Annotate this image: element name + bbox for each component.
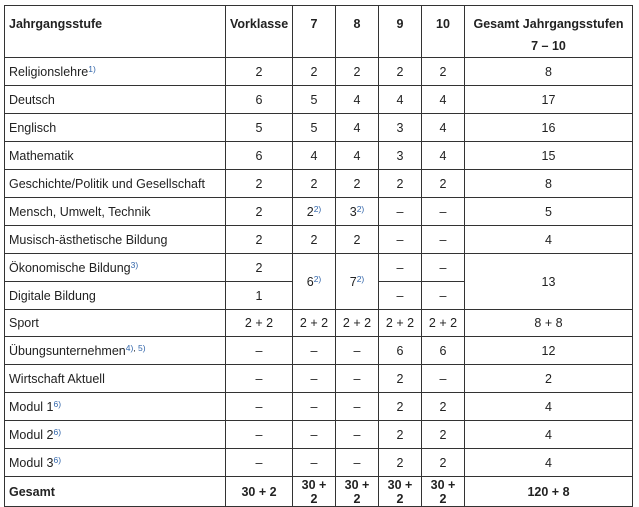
total-value-cell: 30 + 2 <box>226 477 293 507</box>
table-row <box>5 198 633 226</box>
value-cell: 2 <box>422 449 465 477</box>
value-cell: 2 <box>293 226 336 254</box>
value-cell: 2 <box>422 58 465 86</box>
value-cell: – <box>226 449 293 477</box>
footnote-link[interactable]: 2) <box>356 203 365 214</box>
value-cell: 4 <box>336 114 379 142</box>
subject-cell: Digitale Bildung <box>5 282 226 310</box>
table-row <box>5 254 633 282</box>
total-cell: 4 <box>465 393 633 421</box>
table-row <box>5 170 633 198</box>
header-cell: 8 <box>336 6 379 58</box>
value-cell: 5 <box>293 114 336 142</box>
value-cell: 2 <box>226 58 293 86</box>
value-text: 6 <box>306 274 314 289</box>
value-cell: 2 <box>379 365 422 393</box>
value-cell: 2 + 2 <box>226 310 293 337</box>
value-cell: – <box>336 421 379 449</box>
value-cell: 2 + 2 <box>379 310 422 337</box>
subject-label: Ökonomische Bildung <box>9 260 131 275</box>
table-row <box>5 393 633 421</box>
value-cell: – <box>422 226 465 254</box>
value-cell: 6 <box>379 337 422 365</box>
subject-cell: Mensch, Umwelt, Technik <box>5 198 226 226</box>
value-cell: – <box>336 449 379 477</box>
value-text: 7 <box>349 274 357 289</box>
value-cell: 2 <box>336 58 379 86</box>
value-cell: – <box>293 365 336 393</box>
value-cell: 2 <box>422 421 465 449</box>
value-cell: – <box>422 254 465 282</box>
table-row <box>5 142 633 170</box>
value-cell: 4 <box>379 86 422 114</box>
header-cell: 7 <box>293 6 336 58</box>
value-cell: 2 <box>226 170 293 198</box>
subject-label: Modul 2 <box>9 427 54 442</box>
total-cell: 2 <box>465 365 633 393</box>
subject-cell: Wirtschaft Aktuell <box>5 365 226 393</box>
total-cell: 12 <box>465 337 633 365</box>
subject-cell <box>5 393 226 421</box>
value-cell: – <box>293 449 336 477</box>
value-cell: 2 <box>422 393 465 421</box>
value-cell: – <box>379 282 422 310</box>
table-row <box>5 114 633 142</box>
table-row <box>5 310 633 337</box>
table-row <box>5 449 633 477</box>
value-cell: 2 + 2 <box>293 310 336 337</box>
value-cell: – <box>422 282 465 310</box>
subject-cell <box>5 421 226 449</box>
subject-cell: Sport <box>5 310 226 337</box>
value-text: 2 <box>306 204 314 219</box>
total-cell: 15 <box>465 142 633 170</box>
total-value-cell: 30 + 2 <box>422 477 465 507</box>
value-cell: 4 <box>422 142 465 170</box>
value-cell: 2 + 2 <box>336 310 379 337</box>
header-cell: Jahrgangsstufe <box>5 6 226 58</box>
value-cell: 2 <box>226 254 293 282</box>
value-cell: – <box>336 393 379 421</box>
value-cell: – <box>226 421 293 449</box>
subject-cell: Deutsch <box>5 86 226 114</box>
table-row <box>5 86 633 114</box>
table-row <box>5 337 633 365</box>
curriculum-table <box>4 5 633 507</box>
value-cell: – <box>379 198 422 226</box>
footnote-link[interactable]: 4) <box>125 342 134 353</box>
total-cell: 8 <box>465 58 633 86</box>
table-row <box>5 365 633 393</box>
value-cell: – <box>226 365 293 393</box>
total-cell: 4 <box>465 226 633 254</box>
footnote-link[interactable]: 5) <box>138 342 146 353</box>
subject-label: Übungsunternehmen <box>9 343 126 358</box>
total-cell: 4 <box>465 449 633 477</box>
total-label: Gesamt <box>5 477 226 507</box>
footnote-link[interactable]: 6) <box>53 454 62 465</box>
value-cell: – <box>336 365 379 393</box>
subject-cell: Mathematik <box>5 142 226 170</box>
value-cell: 2 <box>379 449 422 477</box>
total-value-cell: 120 + 8 <box>465 477 633 507</box>
total-value-cell: 30 + 2 <box>336 477 379 507</box>
value-cell: 2 <box>336 226 379 254</box>
value-cell: 2 <box>336 170 379 198</box>
total-value-cell: 30 + 2 <box>379 477 422 507</box>
value-cell: 2 <box>379 421 422 449</box>
footnote-link[interactable]: 6) <box>53 398 62 409</box>
total-value-cell: 30 + 2 <box>293 477 336 507</box>
header-cell: 9 <box>379 6 422 58</box>
value-cell: 4 <box>336 142 379 170</box>
subject-cell <box>5 58 226 86</box>
value-cell: 5 <box>226 114 293 142</box>
value-cell: – <box>293 393 336 421</box>
value-cell: 4 <box>293 142 336 170</box>
subject-label: Religionslehre <box>9 64 89 79</box>
value-cell: 2 <box>379 393 422 421</box>
value-cell: – <box>293 421 336 449</box>
table-row <box>5 421 633 449</box>
value-cell <box>336 198 379 226</box>
footnote-link[interactable]: 6) <box>53 426 62 437</box>
value-cell: 2 <box>422 170 465 198</box>
merged-total-cell: 13 <box>465 254 633 310</box>
subject-label: Modul 1 <box>9 399 54 414</box>
value-cell: 1 <box>226 282 293 310</box>
header-total-line1: Gesamt Jahrgangsstufen <box>473 17 624 31</box>
subject-cell <box>5 254 226 282</box>
value-cell: – <box>226 337 293 365</box>
footnote-link[interactable]: 1) <box>88 63 96 74</box>
footnote-link[interactable]: 2) <box>313 273 322 284</box>
subject-cell <box>5 449 226 477</box>
value-cell: 6 <box>226 142 293 170</box>
total-cell: 8 <box>465 170 633 198</box>
value-cell: 2 + 2 <box>422 310 465 337</box>
value-cell: 3 <box>379 142 422 170</box>
footnote-separator: , <box>133 342 139 353</box>
total-cell: 16 <box>465 114 633 142</box>
value-cell <box>293 198 336 226</box>
value-cell: 2 <box>379 58 422 86</box>
header-cell <box>465 6 633 58</box>
value-cell: 2 <box>379 170 422 198</box>
total-cell: 8 + 8 <box>465 310 633 337</box>
header-row <box>5 6 633 58</box>
value-cell: – <box>422 198 465 226</box>
value-cell: – <box>379 226 422 254</box>
table-row <box>5 58 633 86</box>
value-cell: 2 <box>293 58 336 86</box>
subject-label: Modul 3 <box>9 455 54 470</box>
table-row <box>5 226 633 254</box>
total-cell: 17 <box>465 86 633 114</box>
value-cell: – <box>379 254 422 282</box>
value-text: 3 <box>349 204 357 219</box>
value-cell: – <box>226 393 293 421</box>
value-cell: – <box>293 337 336 365</box>
value-cell: 6 <box>422 337 465 365</box>
value-cell: 6 <box>226 86 293 114</box>
value-cell: 5 <box>293 86 336 114</box>
value-cell: – <box>336 337 379 365</box>
footnote-link[interactable]: 2) <box>313 203 322 214</box>
merged-value-cell <box>293 254 336 310</box>
value-cell: 2 <box>226 226 293 254</box>
value-cell: 4 <box>422 86 465 114</box>
total-cell: 4 <box>465 421 633 449</box>
merged-value-cell <box>336 254 379 310</box>
value-cell: 2 <box>226 198 293 226</box>
footnote-link[interactable]: 3) <box>130 259 139 270</box>
total-row <box>5 477 633 507</box>
value-cell: 4 <box>336 86 379 114</box>
subject-cell <box>5 337 226 365</box>
footnote-link[interactable]: 2) <box>356 273 365 284</box>
value-cell: 3 <box>379 114 422 142</box>
subject-cell: Englisch <box>5 114 226 142</box>
header-total-line2: 7 – 10 <box>531 39 566 53</box>
value-cell: 2 <box>293 170 336 198</box>
subject-cell: Musisch-ästhetische Bildung <box>5 226 226 254</box>
value-cell: – <box>422 365 465 393</box>
header-cell: 10 <box>422 6 465 58</box>
value-cell: 4 <box>422 114 465 142</box>
header-cell: Vorklasse <box>226 6 293 58</box>
total-cell: 5 <box>465 198 633 226</box>
subject-cell: Geschichte/Politik und Gesellschaft <box>5 170 226 198</box>
